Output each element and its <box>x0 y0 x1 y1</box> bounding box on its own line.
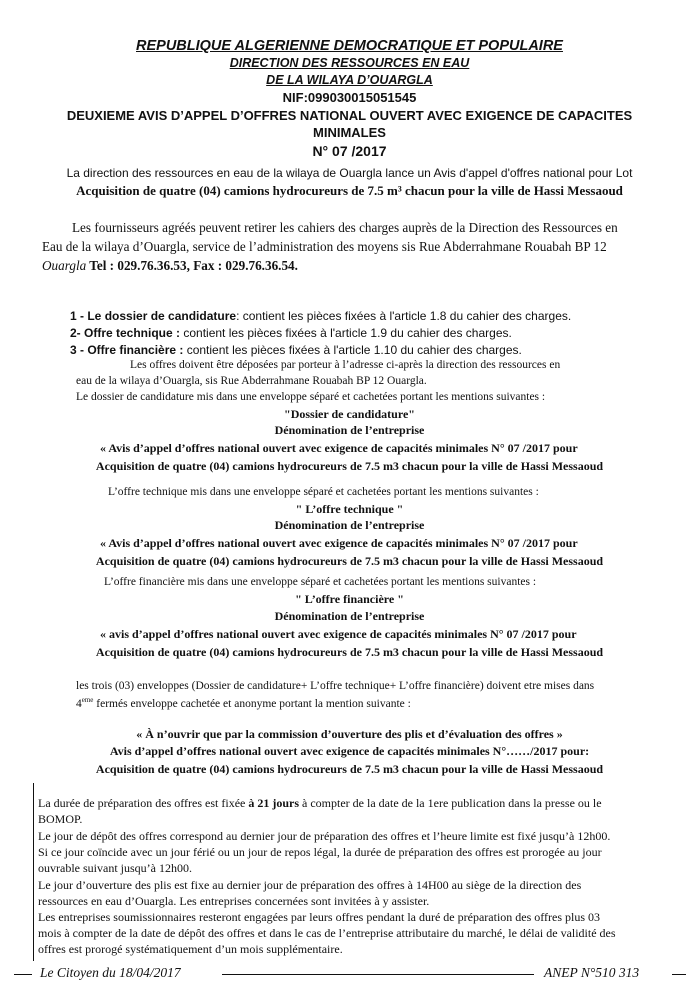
list-item-number: 3 <box>70 343 77 357</box>
list-item-title: - Offre financière : <box>76 343 184 357</box>
envelope2-denomination: Dénomination de l’entreprise <box>274 518 425 532</box>
final-line7: ressources en eau d’Ouargla. Les entreprises concernées sont invitées à y assister. <box>38 894 430 908</box>
envelope3-label: " L’offre financière " <box>295 592 404 606</box>
final-line10: offres est prorogé systématiquement d’un mois supplémentaire. <box>38 942 343 956</box>
envelope1-avis: « Avis d’appel d’offres national ouvert avec exigence de capacités minimales N° 07 /2017 pour <box>100 441 578 455</box>
final-line9: mois à compter de la date de dépôt des offres et dans le cas de l’entreprise attributaire du marché, le délai de validité des <box>38 926 616 940</box>
direction-heading: DIRECTION DES RESSOURCES EN EAU <box>229 56 470 70</box>
envelope1-denomination: Dénomination de l’entreprise <box>274 423 425 437</box>
suppliers-line3 <box>42 258 298 274</box>
deposit-line3: Le dossier de candidature mis dans une enveloppe séparé et cachetées portant les mentions suivantes : <box>76 391 546 403</box>
avis-number: N° 07 /2017 <box>312 143 387 159</box>
envelope3-denomination: Dénomination de l’entreprise <box>274 609 425 623</box>
list-item <box>70 343 522 357</box>
outer-envelope-acquisition: Acquisition de quatre (04) camions hydrocureurs de 7.5 m3 chacun pour la ville de Hassi Messaoud <box>95 762 604 776</box>
envelope1-acquisition: Acquisition de quatre (04) camions hydrocureurs de 7.5 m3 chacun pour la ville de Hassi Messaoud <box>95 459 604 473</box>
final-line6: Le jour d’ouverture des plis est fixe au dernier jour de préparation des offres à 14H00 au siège de la direction des <box>38 878 582 892</box>
suppliers-city: Ouargla <box>42 258 87 273</box>
final-line8: Les entreprises soumissionnaires resteront engagées par leurs offres pendant la duré de préparation des offres plus 03 <box>38 910 601 924</box>
nif-number: NIF:099030015051545 <box>282 90 417 105</box>
final-line3: Le jour de dépôt des offres correspond au dernier jour de préparation des offres et l’heure limite est fixé jusqu’à 12h00. <box>38 829 611 843</box>
outer-envelope-mention: « À n’ouvrir que par la commission d’ouverture des plis et d’évaluation des offres » <box>136 727 563 741</box>
envelope3-avis: « avis d’appel d’offres national ouvert avec exigence de capacités minimales N° 07 /2017 pour <box>100 627 577 641</box>
list-item-text: : contient les pièces fixées à l'article 1.8 du cahier des charges. <box>236 309 572 323</box>
outer-envelope-avis: Avis d’appel d’offres national ouvert avec exigence de capacités minimales N°……/2017 pour: <box>109 744 590 758</box>
list-item <box>70 326 512 340</box>
suppliers-line2: Eau de la wilaya d’Ouargla, service de l’administration des moyens sis Rue Abderrahmane Rouabah BP 12 <box>42 239 607 254</box>
intro-line1: La direction des ressources en eau de la wilaya de Ouargla lance un Avis d'appel d'offres national pour Lot <box>66 166 633 180</box>
avis-title-line2: MINIMALES <box>313 125 386 140</box>
envelope1-label: "Dossier de candidature" <box>284 407 415 421</box>
duration-days: à 21 jours <box>248 796 300 810</box>
left-border-line <box>33 783 34 961</box>
three-envelopes-rest: fermés enveloppe cachetée et anonyme portant la mention suivante : <box>93 697 411 710</box>
suppliers-contact: Tel : 029.76.36.53, Fax : 029.76.36.54. <box>86 258 298 273</box>
deposit-line2: eau de la wilaya d’Ouargla, sis Rue Abderrahmane Rouabah BP 12 Ouargla. <box>76 375 427 387</box>
duration-text-a: La durée de préparation des offres est fixée <box>38 796 249 810</box>
final-line4: Si ce jour coïncide avec un jour férié ou un jour de repos légal, la durée de préparation des offres est prorogée au jour <box>38 845 602 859</box>
footer-anep: ANEP N°510 313 <box>544 965 640 980</box>
envelope2-label: " L’offre technique " <box>295 502 404 516</box>
republic-heading: REPUBLIQUE ALGERIENNE DEMOCRATIQUE ET POPULAIRE <box>136 38 563 54</box>
deposit-line1: Les offres doivent être déposées par porteur à l’adresse ci-après la direction des ressources en <box>130 359 561 371</box>
footer-rule-right <box>672 974 686 975</box>
three-envelopes-line1: les trois (03) enveloppes (Dossier de candidature+ L’offre technique+ L’offre financière) doivent etre mises dans <box>76 680 595 692</box>
envelope-ordinal: 4 <box>76 697 82 710</box>
ordinal-suffix: eme <box>81 696 94 704</box>
duration-line <box>38 796 602 811</box>
footer-rule-left <box>14 974 32 975</box>
three-envelopes-line2 <box>76 696 411 710</box>
envelope2-avis: « Avis d’appel d’offres national ouvert avec exigence de capacités minimales N° 07 /2017 pour <box>100 536 578 550</box>
final-line2: BOMOP. <box>38 812 83 826</box>
envelope3-intro: L’offre financière mis dans une enveloppe séparé et cachetées portant les mentions suivantes : <box>104 576 537 588</box>
envelope3-acquisition: Acquisition de quatre (04) camions hydrocureurs de 7.5 m3 chacun pour la ville de Hassi Messaoud <box>95 645 604 659</box>
list-item-text: contient les pièces fixées à l'article 1.10 du cahier des charges. <box>183 343 522 357</box>
list-item-title: Offre technique : <box>80 326 181 340</box>
intro-line2: Acquisition de quatre (04) camions hydrocureurs de 7.5 m³ chacun pour la ville de Hassi Messaoud <box>76 183 623 198</box>
footer-source: Le Citoyen du 18/04/2017 <box>40 965 181 980</box>
list-item-number: 1 <box>70 309 77 323</box>
suppliers-line1: Les fournisseurs agréés peuvent retirer les cahiers des charges auprès de la Direction des Ressources en <box>72 220 618 235</box>
envelope2-acquisition: Acquisition de quatre (04) camions hydrocureurs de 7.5 m3 chacun pour la ville de Hassi Messaoud <box>95 554 604 568</box>
envelope2-intro: L’offre technique mis dans une enveloppe séparé et cachetées portant les mentions suivantes : <box>108 486 539 498</box>
avis-title-line1: DEUXIEME AVIS D’APPEL D’OFFRES NATIONAL OUVERT AVEC EXIGENCE DE CAPACITES <box>66 108 633 123</box>
wilaya-heading: DE LA WILAYA D’OUARGLA <box>266 73 433 87</box>
list-item-number: 2- <box>70 326 81 340</box>
list-item-text: contient les pièces fixées à l'article 1.9 du cahier des charges. <box>180 326 512 340</box>
duration-text-c: à compter de la date de la 1ere publication dans la presse ou le <box>299 796 602 810</box>
list-item <box>70 309 571 323</box>
list-item-title: - Le dossier de candidature <box>76 309 237 323</box>
footer-rule-middle <box>222 974 534 975</box>
final-line5: ouvrable suivant jusqu’à 12h00. <box>38 861 192 875</box>
